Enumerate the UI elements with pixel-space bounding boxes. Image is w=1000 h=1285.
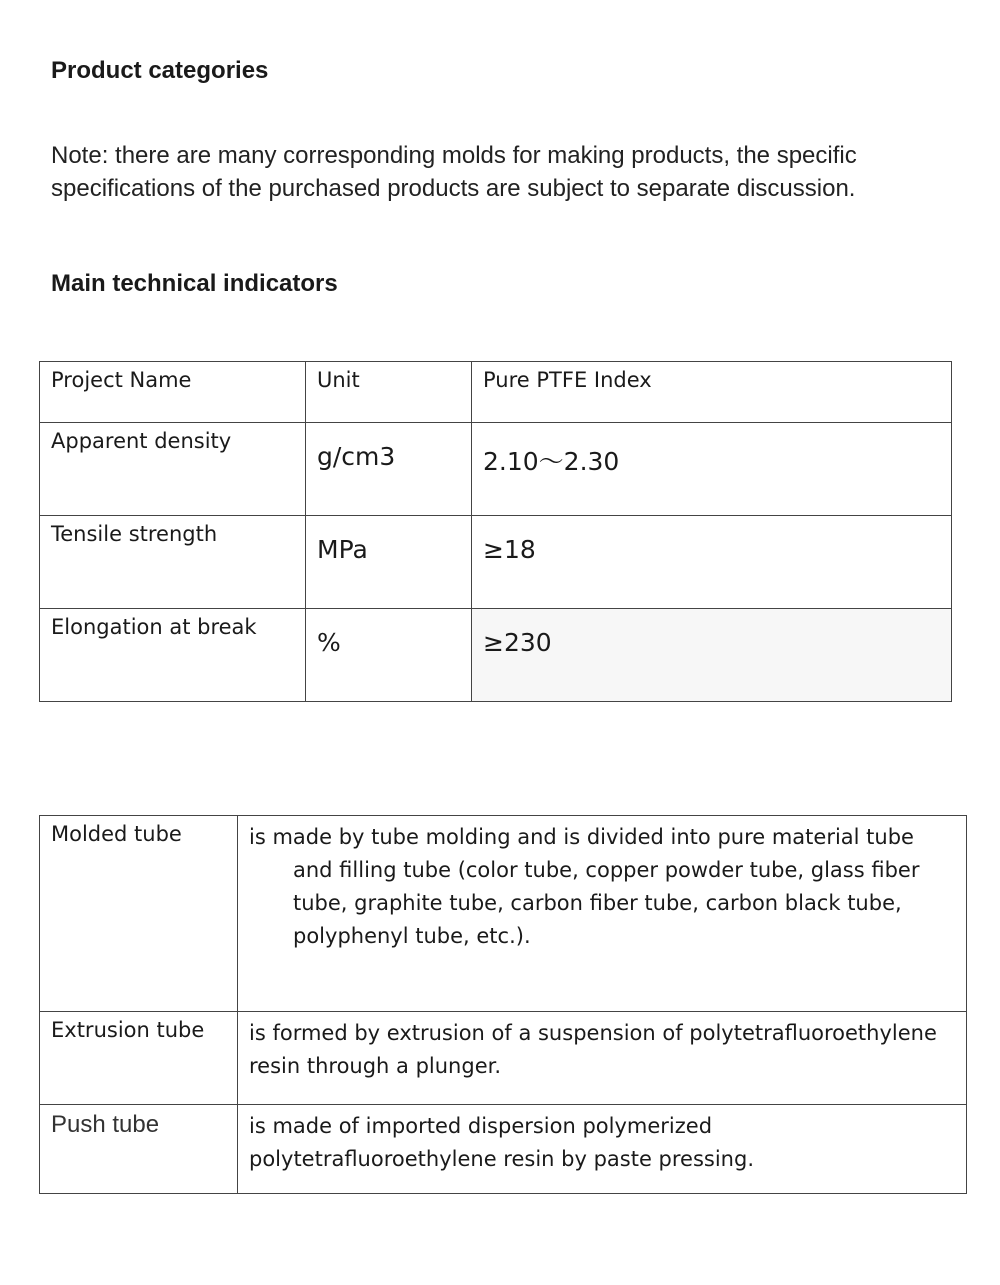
technical-indicators-table	[39, 361, 952, 702]
product-description-cell	[238, 816, 967, 1012]
row-value: 2.10～2.30	[483, 447, 620, 476]
header-project-name: Project Name	[40, 362, 306, 423]
table-row	[40, 609, 952, 702]
row-value: ≥18	[483, 535, 536, 564]
product-name: Molded tube	[40, 816, 238, 1012]
row-unit-cell	[306, 609, 472, 702]
product-description: is formed by extrusion of a suspension of polytetrafluoroethylene resin through a plunger.	[238, 1012, 967, 1105]
row-unit: MPa	[317, 535, 368, 564]
table-row	[40, 816, 967, 1012]
product-description: is made of imported dispersion polymerized polytetrafluoroethylene resin by paste pressing.	[238, 1105, 967, 1194]
row-unit: g/cm3	[317, 442, 396, 471]
row-unit-cell	[306, 423, 472, 516]
row-value-cell	[472, 609, 952, 702]
technical-indicators-heading: Main technical indicators	[51, 270, 338, 297]
table-row	[40, 516, 952, 609]
table-row	[40, 1105, 967, 1194]
note-paragraph: Note: there are many corresponding molds for making products, the specific specifications of the purchased products are subject to separate discussion.	[51, 142, 857, 202]
row-value: ≥230	[483, 628, 552, 657]
header-ptfe-index: Pure PTFE Index	[472, 362, 952, 423]
product-types-table	[39, 815, 967, 1194]
row-name: Tensile strength	[40, 516, 306, 609]
table-row	[40, 423, 952, 516]
header-unit: Unit	[306, 362, 472, 423]
row-value-cell	[472, 516, 952, 609]
product-categories-heading: Product categories	[51, 57, 269, 84]
table-header-row	[40, 362, 952, 423]
row-unit-cell	[306, 516, 472, 609]
product-name-cell	[40, 1105, 238, 1194]
row-unit: %	[317, 628, 341, 657]
product-name: Extrusion tube	[40, 1012, 238, 1105]
table-row	[40, 1012, 967, 1105]
row-name: Elongation at break	[40, 609, 306, 702]
row-name: Apparent density	[40, 423, 306, 516]
product-name: Push tube	[51, 1111, 160, 1138]
row-value-cell	[472, 423, 952, 516]
product-description: is made by tube molding and is divided into pure material tube and filling tube (color tube, copper powder tube, glass fiber tube, graphite tube, carbon fiber tube, carbon black tube, polyphenyl tube, etc.).	[249, 825, 920, 948]
